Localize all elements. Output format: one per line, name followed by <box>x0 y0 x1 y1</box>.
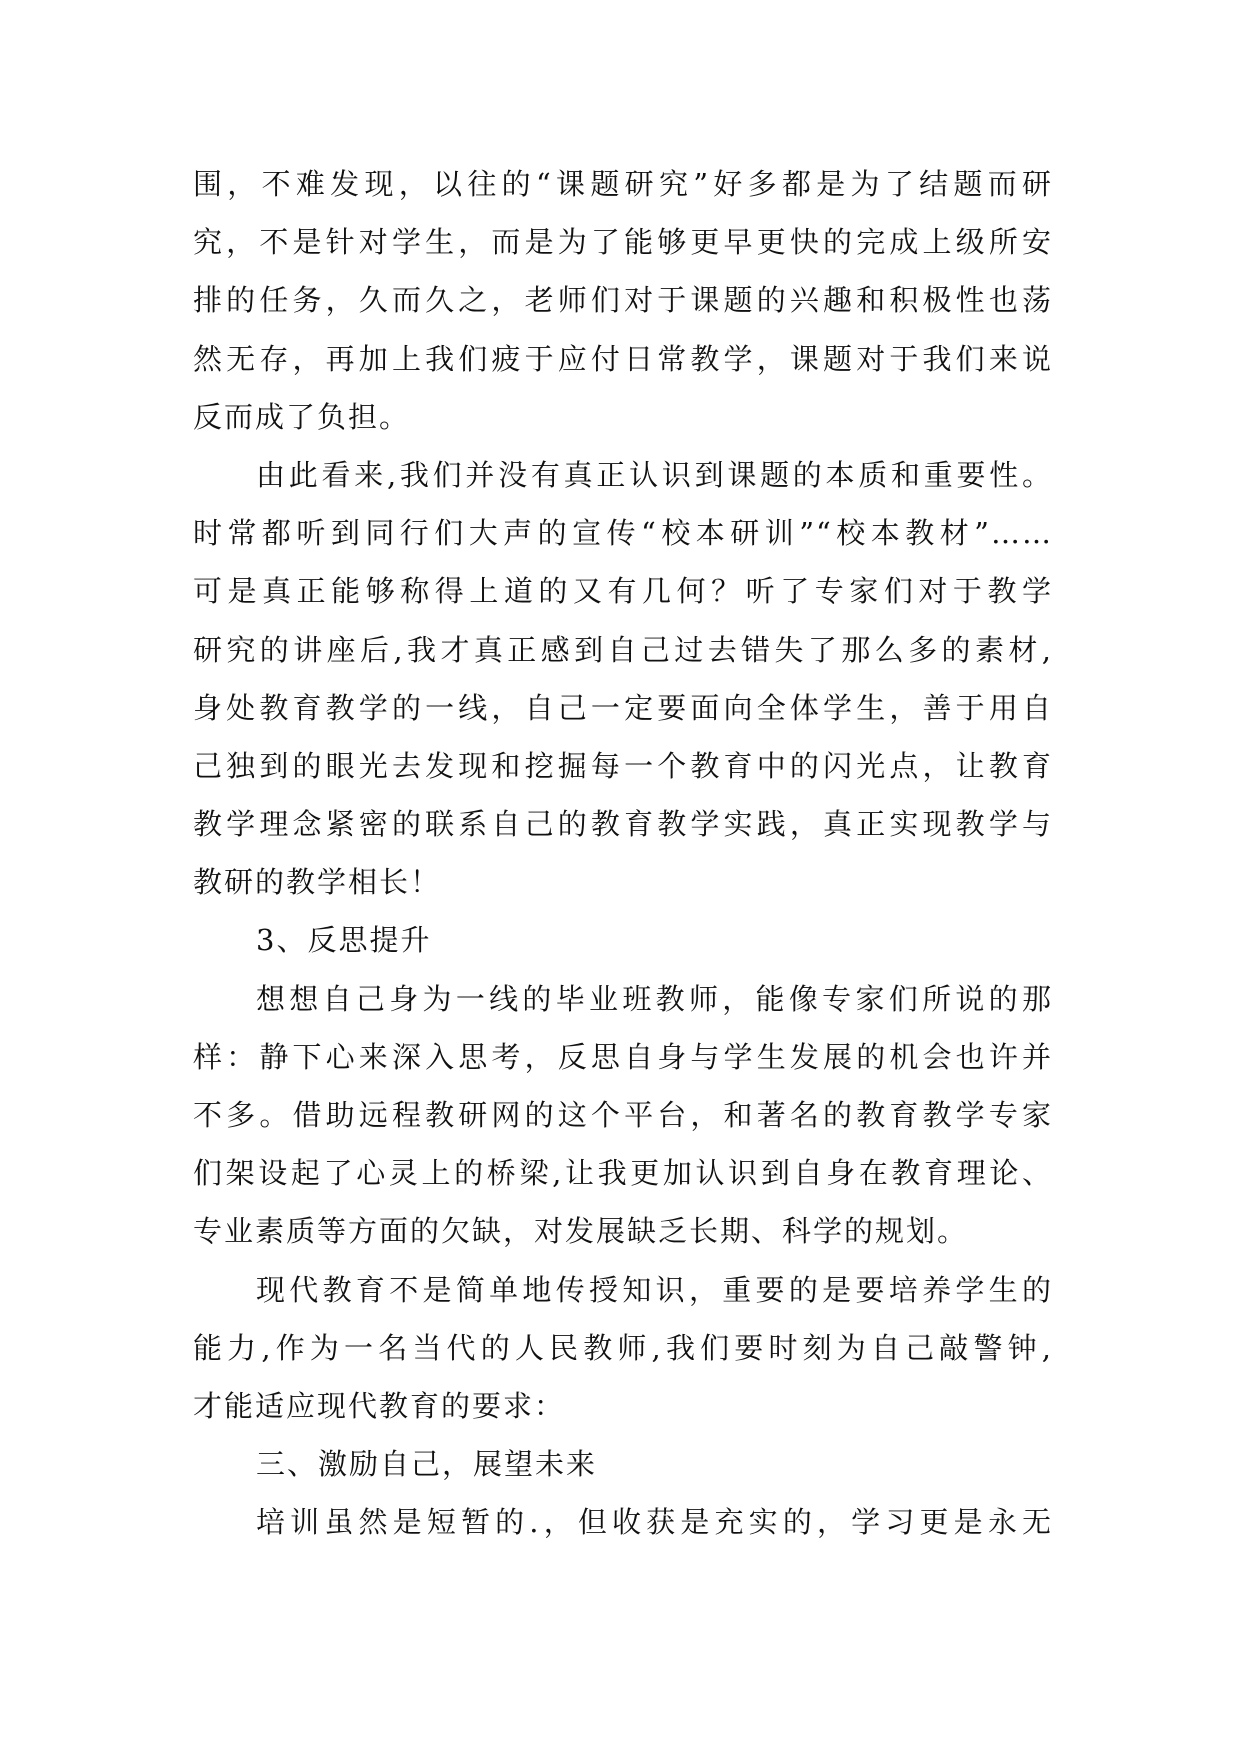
text-line: 身处教育教学的一线，自己一定要面向全体学生，善于用自 <box>193 690 1053 725</box>
text-line: 围，不难发现，以往的“课题研究”好多都是为了结题而研 <box>193 167 1053 201</box>
text-line: 不多。借助远程教研网的这个平台，和著名的教育教学专家 <box>193 1098 1053 1132</box>
text-line: 样：静下心来深入思考，反思自身与学生发展的机会也许并 <box>193 1039 1053 1074</box>
text-line: 才能适应现代教育的要求： <box>193 1388 566 1423</box>
text-line: 教学理念紧密的联系自己的教育教学实践，真正实现教学与 <box>193 807 1053 842</box>
text-line: 由此看来,我们并没有真正认识到课题的本质和重要性。 <box>256 457 1053 492</box>
text-line: 能力,作为一名当代的人民教师,我们要时刻为自己敲警钟, <box>193 1330 1053 1365</box>
text-line: 想想自己身为一线的毕业班教师，能像专家们所说的那 <box>256 981 1053 1016</box>
text-line: 专业素质等方面的欠缺，对发展缺乏长期、科学的规划。 <box>193 1214 969 1249</box>
text-line: 教研的教学相长！ <box>193 865 442 900</box>
text-line: 们架设起了心灵上的桥梁,让我更加认识到自身在教育理论、 <box>193 1156 1053 1191</box>
text-line: 究，不是针对学生，而是为了能够更早更快的完成上级所安 <box>193 225 1053 260</box>
text-line: 培训虽然是短暂的.，但收获是充实的，学习更是永无 <box>256 1505 1053 1540</box>
body-text <box>193 155 1053 1552</box>
text-line: 时常都听到同行们大声的宣传“校本研训”“校本教材”…… <box>193 516 1053 551</box>
text-line: 然无存，再加上我们疲于应付日常教学，课题对于我们来说 <box>193 341 1053 376</box>
section-heading: 3、反思提升 <box>256 923 432 958</box>
text-line: 己独到的眼光去发现和挖掘每一个教育中的闪光点，让教育 <box>193 748 1053 783</box>
text-line: 排的任务，久而久之，老师们对于课题的兴趣和积极性也荡 <box>193 283 1053 318</box>
text-line: 可是真正能够称得上道的又有几何？听了专家们对于教学 <box>193 574 1053 609</box>
text-line: 研究的讲座后,我才真正感到自己过去错失了那么多的素材, <box>193 632 1053 667</box>
text-line: 反而成了负担。 <box>193 399 411 434</box>
section-heading: 三、激励自己，展望未来 <box>256 1447 598 1482</box>
text-line: 现代教育不是简单地传授知识，重要的是要培养学生的 <box>256 1272 1053 1307</box>
